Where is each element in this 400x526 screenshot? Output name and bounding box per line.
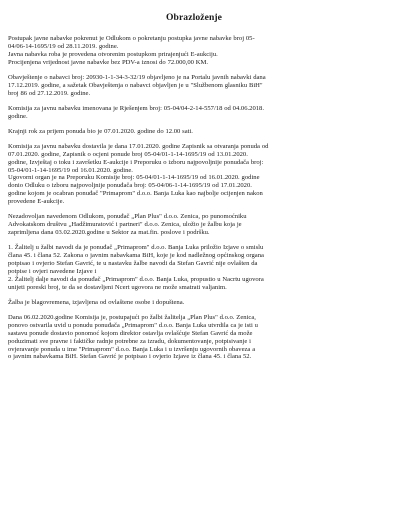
paragraph-line: 05-04/01-1-14-1695/19 od 16.01.2020. godine.	[8, 166, 133, 174]
paragraph-line: Krajnji rok za prijem ponuda bio je 07.01.2020. godine do 12.00 sati.	[8, 127, 193, 135]
paragraph-line: broj 86 od 27.12.2019. godine.	[8, 89, 91, 97]
paragraph-line: unijeti poreski broj, te da se dostavljeni Ncert ugovora ne može smatrati valjanim.	[8, 283, 227, 291]
paragraph	[8, 35, 380, 67]
paragraph	[8, 128, 380, 136]
paragraph-line: Nezadovoljan navedenom Odlukom, ponuđač „Plan Plus" d.o.o. Zenica, po punomoćniku	[8, 213, 247, 221]
paragraph-line: ponovo ostvarila uvid u ponudu ponuđača „Primaprom" d.o.o. Banja Luka utvrdila ca je isti u	[8, 321, 258, 329]
paragraph-line: Žalba je blagovremena, izjavljena od ovlaštene osobe i dopuštena.	[8, 298, 185, 306]
paragraph-line: godine, Izvještaj o toku i završetku E-aukcije i Preporuku o izboru najpovoljnije ponudača broj:	[8, 158, 264, 166]
paragraph-line: ovjeravanje ponuda u ime "Primaprom" d.o.o. Banja Luka i u izvršenju ugovornih obaveza a	[8, 345, 256, 353]
paragraph-line: Advokatskom društvu „Hadžimuratović i partneri" d.o.o. Zenica, uložio je žalbu koja je	[8, 221, 242, 229]
paragraph-line: poduzimati sve pravne i faktičke radnje potrebne za izradu, dokumentovanje, potpisivanje i	[8, 337, 251, 345]
paragraph-line: potpise i ovjeri navedene Izjave i	[8, 267, 97, 275]
paragraph-line: 07.01.2020. godine, Zapisnik o ocjeni ponude broj 05-04/01-1-14-1695/19 od 13.01.2020.	[8, 150, 248, 158]
paragraph-line: Obavještenje o nabavci broj: 20930-1-1-34-3-32/19 objavljeno je na Portalu javnih nabavki dana	[8, 73, 266, 81]
paragraph	[8, 143, 380, 206]
paragraph-line: godine.	[8, 112, 28, 120]
paragraph	[8, 314, 380, 361]
paragraph-line: Procijenjena vrijednost javne nabavke bez PDV-a iznosi do 72.000,00 KM.	[8, 58, 209, 66]
paragraph-line: sastavu ponude dostavio ponomoć kojom direktor ostavlja ovlašćuje Stefan Gavrić da može	[8, 329, 253, 337]
paragraph	[8, 244, 380, 291]
paragraph-line: 17.12.2019. godine, a sažetak Obavještenja o nabavci objavljen je u "Službenom glasniku BiH"	[8, 81, 263, 89]
paragraph-line: 2. Žalitelj dalje navodi da ponuđač „Primaprom" d.o.o. Banja Luka, propustio u Nacrtu ugovora	[8, 275, 264, 283]
paragraph-line: Ugovorni organ je na Preporuku Komisije broj: 05-04/01-1-14-1695/19 od 16.01.2020. godine	[8, 174, 260, 182]
paragraph-line: zaprimljena dana 03.02.2020.godine u Sektor za mat.fin. poslove i podršku.	[8, 229, 210, 237]
paragraph-line: provedene E-aukcije.	[8, 198, 65, 206]
paragraph-line: potpisao i ovjerio Stefan Gavrić, te u nastavku žalbe navodi da Stefan Gavrić nije ovlašten da	[8, 259, 258, 267]
paragraph-line: člana 45. i člana 52. Zakona o javnim nabavkama BiH, koje je kod nadležnog općinskog organa	[8, 252, 264, 260]
paragraph-line: Javna nabavka roba je provedena otvorenim postupkom prirajenjući E-aukciju.	[8, 50, 218, 58]
paragraph-line: Komisija za javnu nabavku dostavila je dana 17.01.2020. godine Zapisnik sa otvaranja ponuda od	[8, 142, 269, 150]
paragraph	[8, 299, 380, 307]
paragraph	[8, 74, 380, 98]
paragraph-line: 04/06-14-1695/19 od 28.11.2019. godine.	[8, 42, 119, 50]
document-body	[8, 35, 380, 361]
paragraph-line: godine kojom je ocabran ponuđač "Primaprom" d.o.o. Banja Luka kao najbolje ocijenjen nakon	[8, 190, 263, 198]
paragraph-line: Postupak javne nabavke pokrenut je Odlukom o pokretanju postupka javne nabavke broj 05-	[8, 35, 255, 42]
paragraph-line: 1. Žalitelj u žalbi navodi da je ponuđač „Primaprom" d.o.o. Banja Luka priložio Izjave o smislu	[8, 244, 264, 252]
paragraph	[8, 213, 380, 237]
paragraph	[8, 105, 380, 121]
paragraph-line: Komisija za javnu nabavku imenovana je Rješenjem broj: 05-04/04-2-14-557/18 od 04.06.2018.	[8, 104, 264, 112]
paragraph-line: donio Odluku o izboru najpovoljnije ponuđača broj: 05-04/06-1-14-1695/19 od 17.01.2020.	[8, 182, 252, 190]
paragraph-line: o javnim nabavkama BiH. Stefan Gavrić je potpisao i ovjerio Izjave iz člana 45. i člana 52.	[8, 353, 252, 361]
paragraph-line: Dana 06.02.2020.godine Komisija je, postupajući po žalbi žalitelja „Plan Plus" d.o.o. Zenica,	[8, 313, 256, 321]
document-title: Obrazloženje	[165, 12, 223, 23]
